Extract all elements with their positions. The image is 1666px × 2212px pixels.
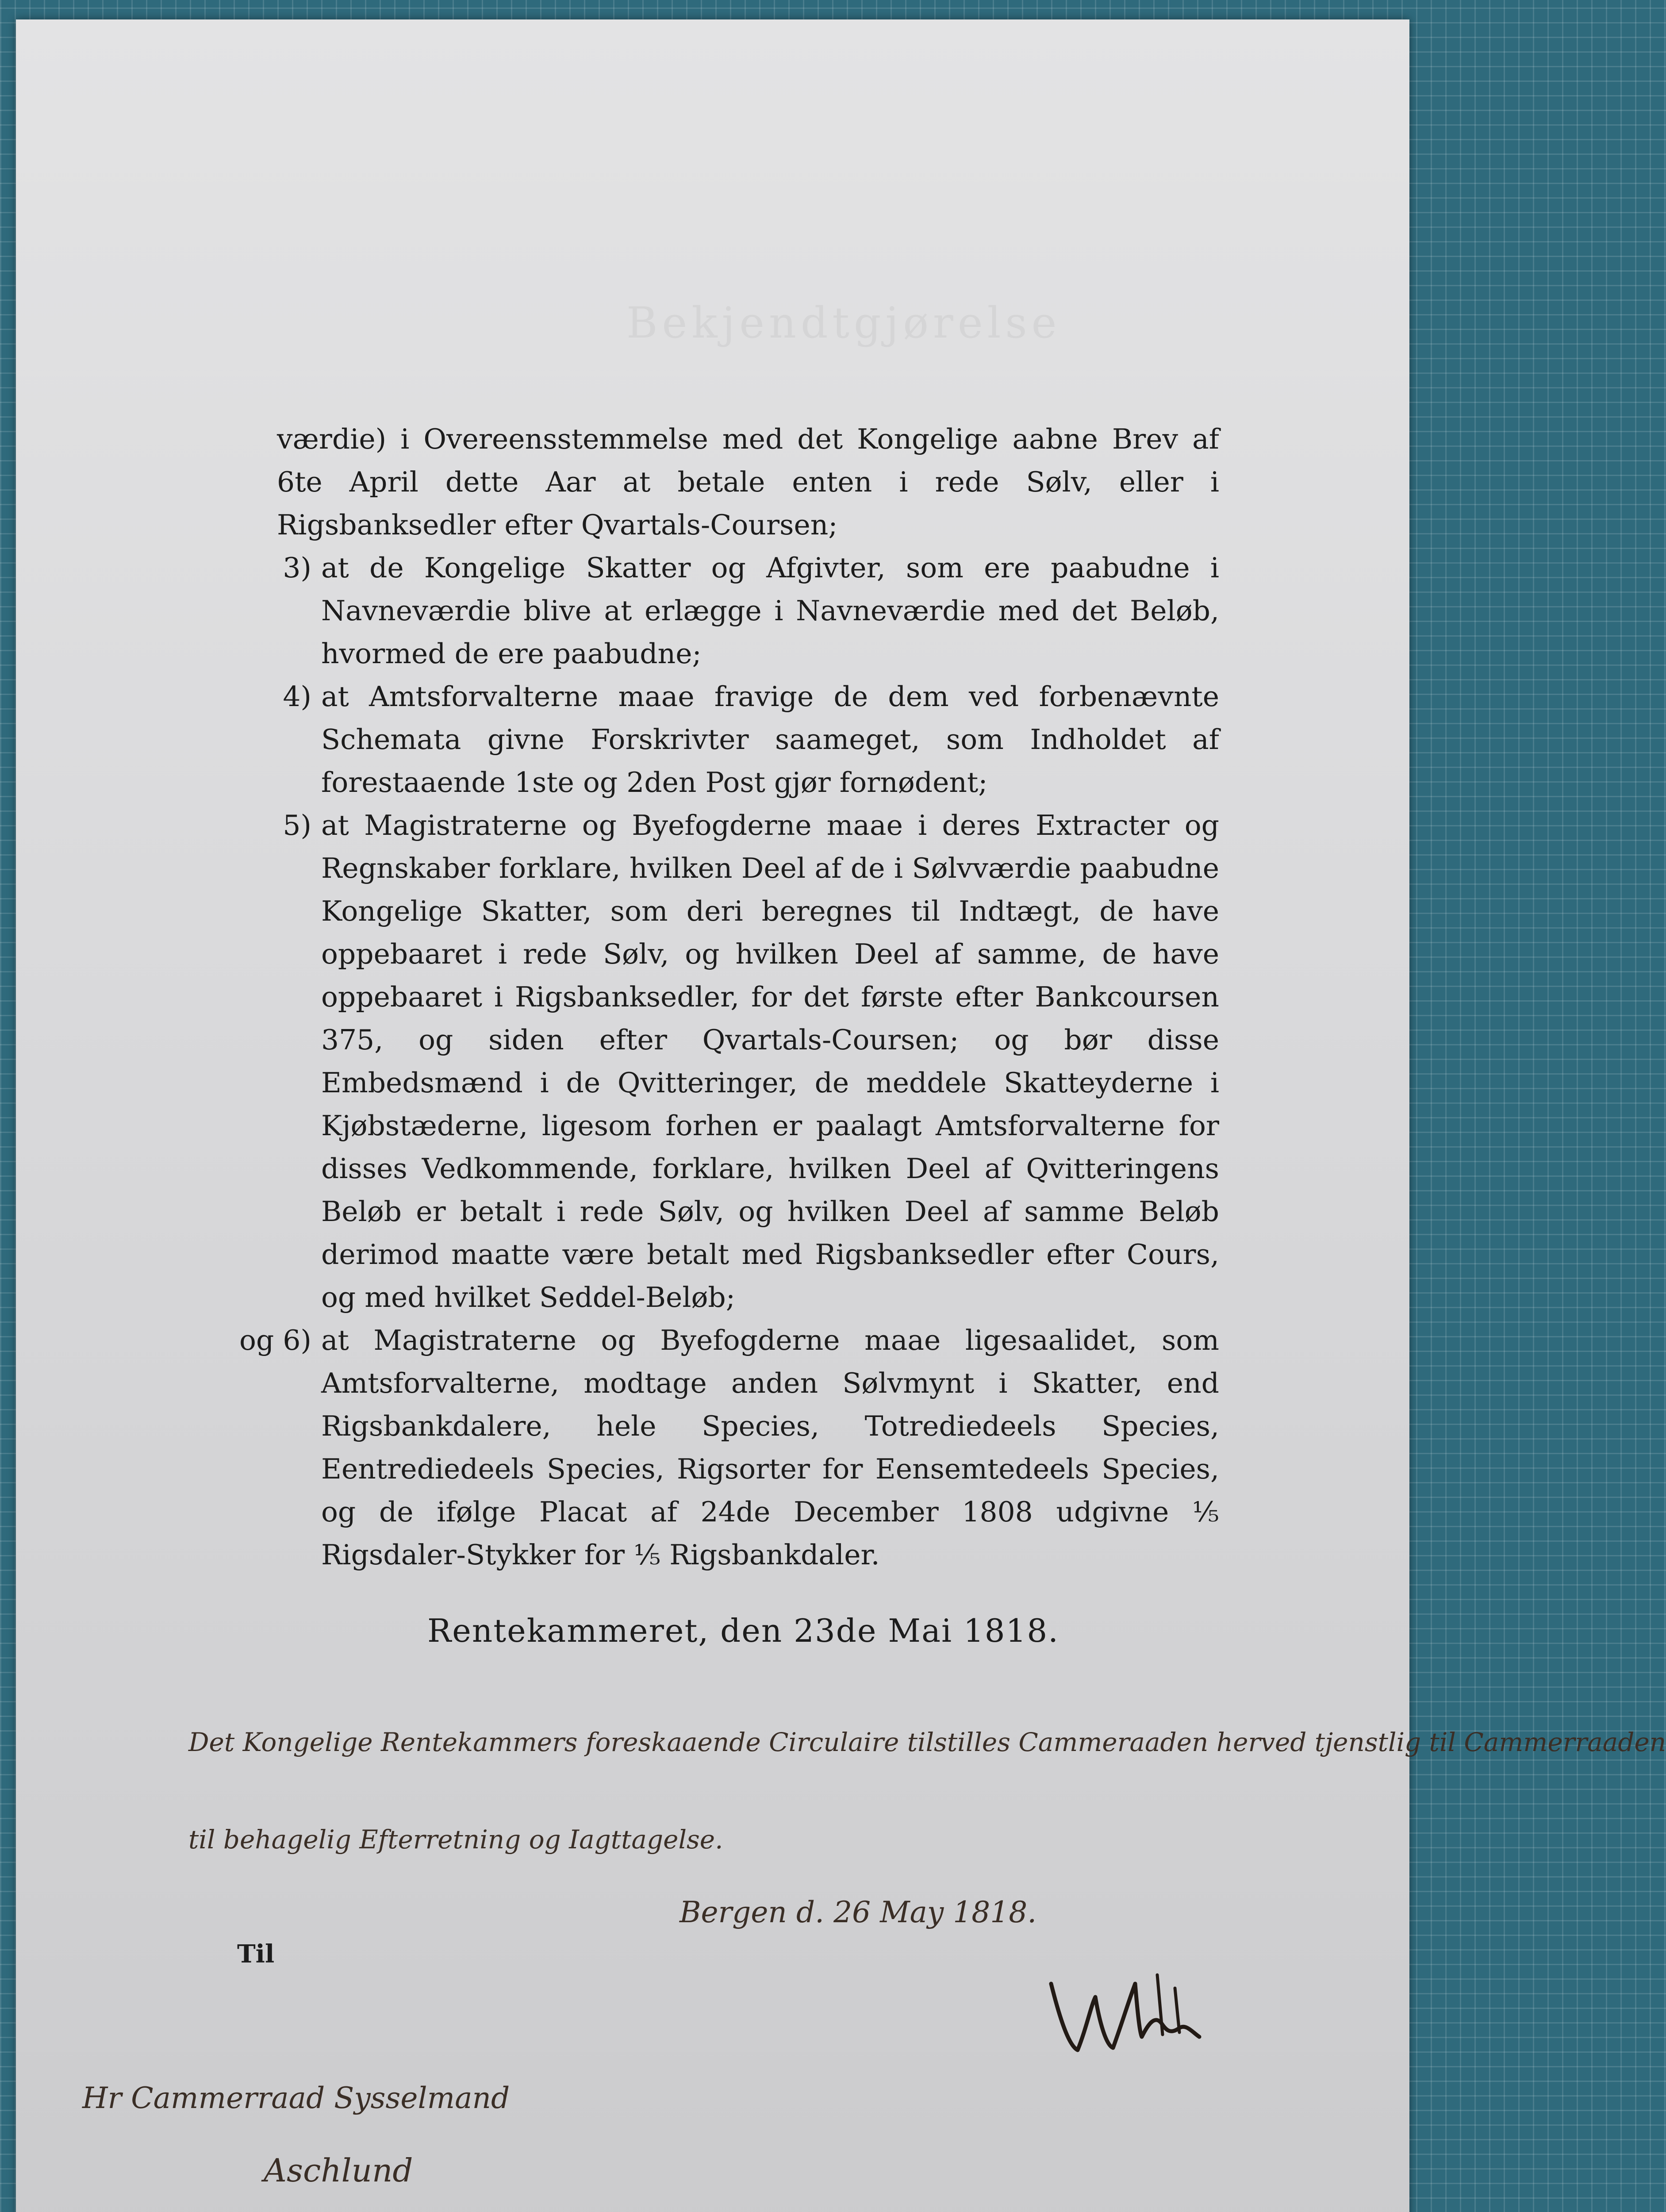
item-text: at Magistraterne og Byefogderne maae ligesaalidet, som Amtsforvalterne, modtage anden Sølvmynt i Skatter, end Rigsbankdalere, hele Species, Totrediedeels Species, Eentrediedeels Species, Rigsorter for Eensemtedeels Species, og de ifølge Placat af 24de December 1808 udgivne ⅕ Rigsdaler-Stykker for ⅕ Rigsbankdaler. — [321, 1324, 1219, 1571]
item-number: 3) — [283, 552, 311, 584]
list-item-5 — [277, 804, 1219, 1319]
list-item-3 — [277, 546, 1219, 675]
handwritten-note-date: Bergen d. 26 May 1818. — [679, 1895, 1037, 1929]
continuation-paragraph: værdie) i Overeensstemmelse med det Kongelige aabne Brev af 6te April dette Aar at betale enten i rede Sølv, eller i Rigsbanksedler efter Qvartals-Coursen; — [277, 423, 1219, 541]
item-number: 5) — [283, 809, 311, 841]
list-item-6 — [239, 1319, 1219, 1576]
list-item-4 — [277, 675, 1219, 804]
closing-date-line: Rentekammeret, den 23de Mai 1818. — [427, 1612, 1059, 1649]
item-number: og 6) — [239, 1324, 311, 1356]
show-through-heading: Bekjendtgjørelse — [626, 298, 1061, 348]
document-sheet — [16, 19, 1666, 2212]
addressee-line-1: Hr Cammerraad Sysselmand — [82, 2081, 510, 2115]
item-text: at Amtsforvalterne maae fravige de dem ved forbenævnte Schemata givne Forskrivter saameget, som Indholdet af forestaaende 1ste og 2den Post gjør fornødent; — [321, 680, 1219, 799]
til-label: Til — [237, 1939, 275, 1969]
handwritten-note-line-2: til behagelig Efterretning og Iagttagelse. — [188, 1824, 723, 1855]
item-number: 4) — [283, 680, 311, 713]
handwritten-note-line-1: Det Kongelige Rentekammers foreskaaende Circulaire tilstilles Cammeraaden herved tjenstlig til Cammerraaden — [188, 1727, 1666, 1757]
signature-image — [1047, 1957, 1206, 2072]
item-text: at de Kongelige Skatter og Afgivter, som ere paabudne i Navneværdie blive at erlægge i Navneværdie med det Beløb, hvormed de ere paabudne; — [321, 552, 1219, 670]
addressee-line-2: Aschlund — [264, 2152, 413, 2189]
document-body — [239, 418, 1219, 1576]
item-text: at Magistraterne og Byefogderne maae i deres Extracter og Regnskaber forklare, hvilken Deel af de i Sølvværdie paabudne Kongelige Skatter, som deri beregnes til Indtægt, de have oppebaaret i rede Sølv, og hvilken Deel af samme, de have oppebaaret i Rigsbanksedler, for det første efter Bankcoursen 375, og siden efter Qvartals-Coursen; og bør disse Embedsmænd i de Qvitteringer, de meddele Skatteyderne i Kjøbstæderne, ligesom forhen er paalagt Amtsforvalterne for disses Vedkommende, forklare, hvilken Deel af Qvitteringens Beløb er betalt i rede Sølv, og hvilken Deel af samme Beløb derimod maatte være betalt med Rigsbanksedler efter Cours, og med hvilket Seddel-Beløb; — [321, 809, 1219, 1313]
